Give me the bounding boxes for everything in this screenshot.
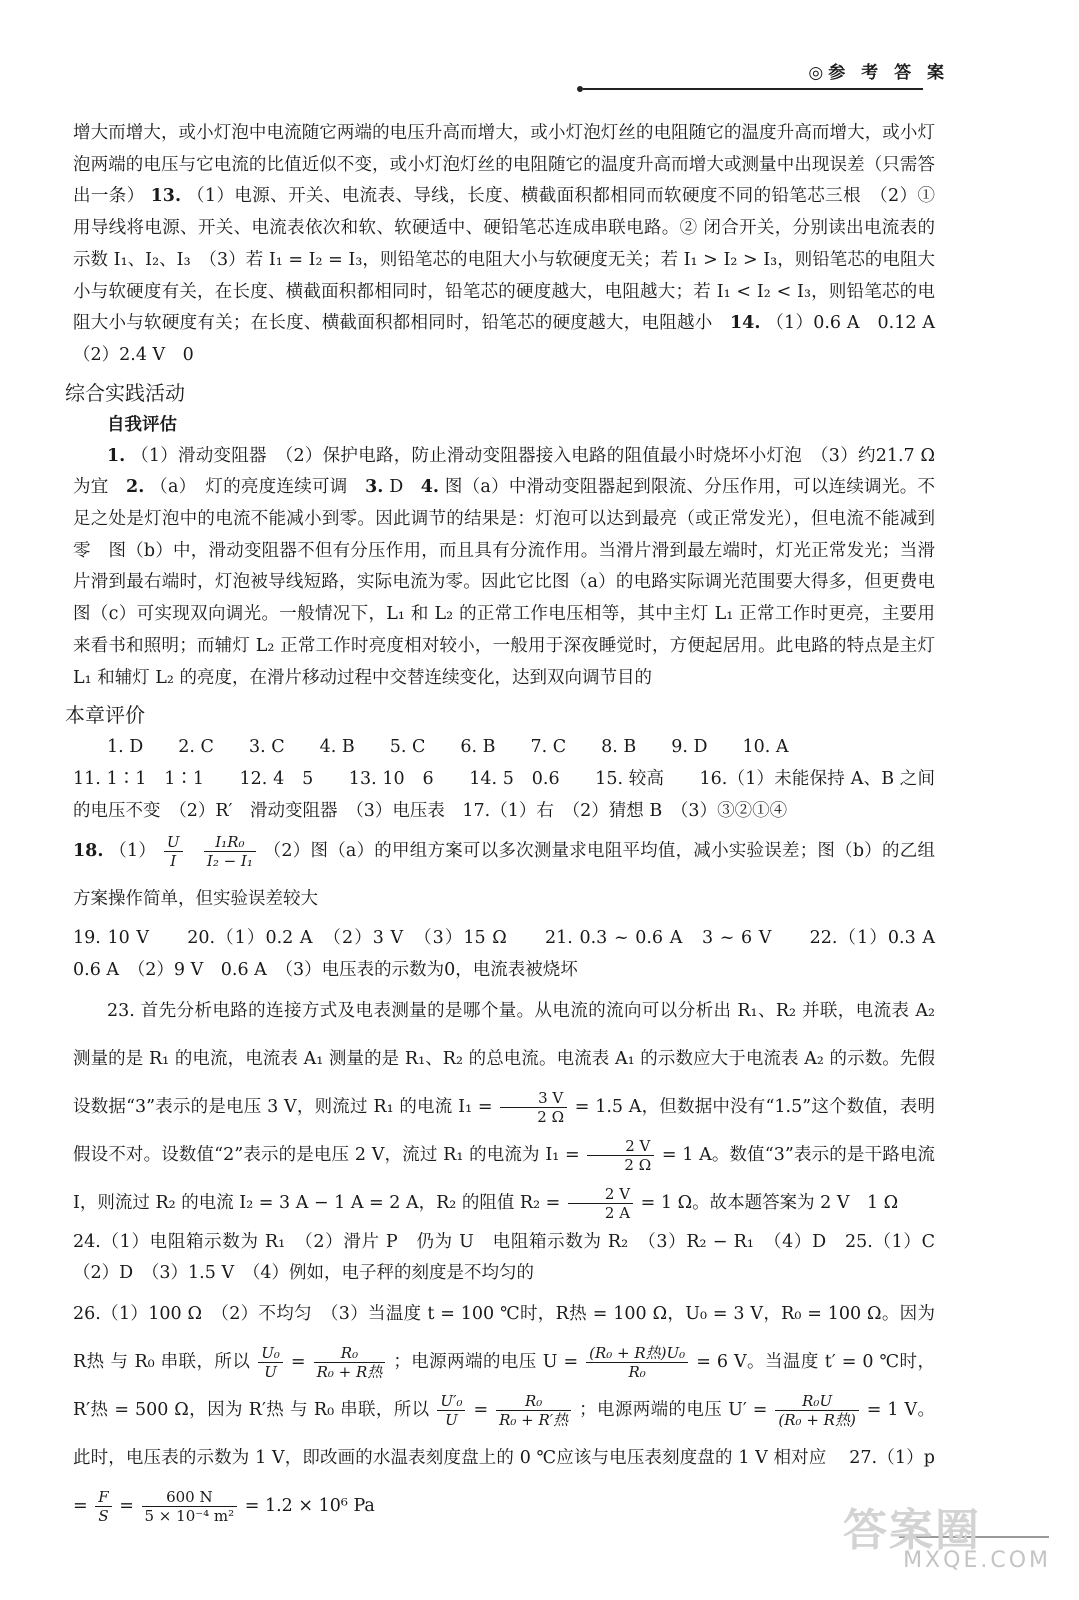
- mc-answers: 1. D 2. C 3. C 4. B 5. C 6. B 7. C 8. B 9. D 10. A: [107, 737, 789, 758]
- p-q3-answer: D: [389, 477, 404, 498]
- q24-25-answers: 24.（1）电阻箱示数为 R₁ （2）滑片 P 仍为 U 电阻箱示数为 R₂ （3）R₂ − R₁ （4）D 25.（1）C （2）D （3）1.5 V （4）例如，电子秤的刻度是不均匀的: [73, 1231, 953, 1284]
- frac-denominator: S: [98, 1507, 109, 1526]
- q23-answer: [73, 987, 935, 1227]
- q27-text-a: 27.（1）p =: [73, 1448, 935, 1517]
- frac-numerator: U: [164, 833, 183, 852]
- q23-fraction-1: [500, 1089, 567, 1126]
- q13-answer: （1）电源、开关、电流表、导线，长度、横截面积都相同而软硬度不同的铅笔芯三根 （2）① 用导线将电源、开关、电流表依次和软、软硬适中、硬铅笔芯连成串联电路。② 闭合开关，分别读出电流表的示数 I₁、I₂、I₃ （3）若 I₁ = I₂ = I₃，则铅笔芯的电阻大小与软硬度无关；若 I₁ > I₂ > I₃，则铅笔芯的电阻大小与软硬度有关，在长度、横截面积都相同时，铅笔芯的硬度越大，电阻越大；若 I₁ < I₂ < I₃，则铅笔芯的电阻大小与软硬度有关；在长度、横截面积都相同时，铅笔芯的硬度越大，电阻越小: [73, 186, 935, 334]
- p-q4-number: 4.: [420, 477, 439, 498]
- frac-numerator: R₀U: [775, 1392, 858, 1411]
- q26-text-e: =: [473, 1400, 489, 1421]
- p-q2-answer: （a） 灯的亮度连续可调: [150, 477, 348, 498]
- watermark-url: MXQE.COM: [903, 1548, 1051, 1573]
- frac-numerator: R₀: [496, 1392, 571, 1411]
- frac-numerator: F: [95, 1488, 111, 1507]
- q13-number: 13.: [150, 186, 182, 207]
- section-subtitle-self-eval: 自我评估: [107, 414, 177, 435]
- q23-text-c: = 1 A。数值“3”表示的是干路电流 I，则流过 R₂ 的电流 I₂ = 3 A − 1 A = 2 A，R₂ 的阻值 R₂ =: [73, 1144, 935, 1213]
- frac-denominator: R₀ + R热: [316, 1363, 383, 1382]
- q18-fraction-u-over-i: [164, 833, 183, 870]
- q23-text-d: = 1 Ω。故本题答案为 2 V 1 Ω: [640, 1192, 899, 1213]
- q14-answer: （1）0.6 A 0.12 A （2）2.4 V 0: [73, 313, 953, 365]
- q23-text-b: = 1.5 A，但数据中没有“1.5”这个数值，表明假设不对。设数值“2”表示的是电压 2 V，流过 R₁ 的电流为 I₁ =: [73, 1096, 935, 1165]
- q14-number: 14.: [730, 313, 761, 334]
- frac-denominator: R₀: [628, 1363, 646, 1382]
- q26-fraction-5: [496, 1392, 571, 1429]
- q26-fraction-3: [586, 1344, 688, 1381]
- frac-denominator: R₀ + R′热: [499, 1411, 569, 1430]
- q26-text-f: ；电源两端的电压 U′ =: [579, 1400, 768, 1421]
- page-header: ◎参 考 答 案: [808, 63, 949, 83]
- q18-part1-label: （1）: [109, 841, 157, 862]
- answer-content: [65, 118, 953, 1530]
- q11-17-answers: 11. 1∶1 1∶1 12. 4 5 13. 10 6 14. 5 0.6 15. 较高 16.（1）未能保持 A、B 之间的电压不变 （2）R′ 滑动变阻器 （3）电压表 17.（1）右 （2）猜想 B （3）③②①④: [73, 768, 935, 821]
- p-q2-number: 2.: [126, 477, 145, 498]
- frac-numerator: (R₀ + R热)U₀: [586, 1344, 688, 1363]
- frac-denominator: 2 Ω: [537, 1107, 565, 1126]
- frac-denominator: I₂ − I₁: [206, 852, 253, 871]
- frac-numerator: U₀: [258, 1344, 283, 1363]
- p-q1-answer: （1）滑动变阻器 （2）保护电路，防止滑动变阻器接入电路的阻值最小时烧坏小灯泡 （3）约21.7 Ω 为宜: [73, 445, 935, 498]
- q26-fraction-6: [775, 1392, 858, 1429]
- q23-fraction-3: [568, 1185, 633, 1222]
- q18-number: 18.: [73, 841, 104, 862]
- p-q1-number: 1.: [107, 445, 126, 466]
- watermark-logo: [843, 1505, 1051, 1578]
- q26-fraction-4: [437, 1392, 465, 1429]
- q26-fraction-1: [258, 1344, 283, 1381]
- section-title-practice: 综合实践活动: [65, 380, 185, 405]
- frac-denominator: U: [264, 1363, 277, 1382]
- q18-answer: [73, 827, 935, 923]
- frac-numerator: I₁R₀: [204, 833, 256, 852]
- frac-denominator: 5 × 10⁻⁴ m²: [144, 1507, 235, 1526]
- frac-numerator: 2 V: [568, 1185, 633, 1204]
- frac-denominator: 2 Ω: [624, 1155, 652, 1174]
- q27-fraction-1: [95, 1488, 111, 1525]
- practice-paragraph: [73, 441, 953, 695]
- frac-numerator: R₀: [314, 1344, 386, 1363]
- intro-paragraph: [73, 118, 953, 372]
- frac-numerator: 600 N: [142, 1488, 238, 1507]
- header-rule: [583, 88, 923, 90]
- frac-numerator: 3 V: [500, 1089, 567, 1108]
- p-q3-number: 3.: [365, 477, 384, 498]
- q18-part2: （2）图（a）的甲组方案可以多次测量求电阻平均值，减小实验误差；图（b）的乙组方案操作简单，但实验误差较大: [73, 841, 935, 910]
- intro-line: 增大而增大，或小灯泡中电流随它两端的电压升高而增大，或小灯泡灯丝的电阻随它的温度升高而增大，或小灯泡两端的电压与它电流的比值近似不变，或小灯泡灯丝的电阻随它的温度升高而增大或测量中出现误差（只需答出一条）: [73, 123, 935, 207]
- q26-text-a: 26.（1）100 Ω （2）不均匀 （3）当温度 t = 100 ℃时，R热 = 100 Ω，U₀ = 3 V，R₀ = 100 Ω。因为 R热 与 R₀ 串联，所以: [73, 1304, 935, 1373]
- q27-text-c: = 1.2 × 10⁶ Pa: [244, 1496, 375, 1517]
- q26-text-d: = 6 V。当温度 t′ = 0 ℃时，R′热 = 500 Ω，因为 R′热 与 R₀ 串联，所以: [73, 1352, 935, 1421]
- frac-denominator: I: [170, 852, 177, 871]
- q26-fraction-2: [314, 1344, 386, 1381]
- q19-22-answers: 19. 10 V 20.（1）0.2 A （2）3 V （3）15 Ω 21. 0.3 ~ 0.6 A 3 ~ 6 V 22.（1）0.3 A 0.6 A （2）9 V 0.6 A （3）电压表的示数为0，电流表被烧坏: [73, 928, 953, 981]
- p-q4-answer: 图（a）中滑动变阻器起到限流、分压作用，可以连续调光。不足之处是灯泡中的电流不能减小到零。因此调节的结果是：灯泡可以达到最亮（或正常发光），但电流不能减到零 图（b）中，滑动变阻器不但有分压作用，而且具有分流作用。当滑片滑到最左端时，灯光正常发光；当滑片滑到最右端时，灯泡被导线短路，实际电流为零。因此它比图（a）的电路实际调光范围要大得多，但更费电 图（c）可实现双向调光。一般情况下，L₁ 和 L₂ 的正常工作电压相等，其中主灯 L₁ 正常工作时更亮，主要用来看书和照明；而辅灯 L₂ 正常工作时亮度相对较小，一般用于深夜睡觉时，方便起居用。此电路的特点是主灯 L₁ 和辅灯 L₂ 的亮度，在滑片移动过程中交替连续变化，达到双向调节目的: [73, 477, 953, 688]
- q18-fraction-i1r0: [204, 833, 256, 870]
- q26-text-g: = 1 V。此时，电压表的示数为 1 V，即改画的水温表刻度盘上的 0 ℃应该与电压表刻度盘的 1 V 相对应: [73, 1400, 935, 1469]
- q27-fraction-2: [142, 1488, 238, 1525]
- section-title-chapter-eval: 本章评价: [65, 703, 145, 728]
- frac-denominator: 2 A: [604, 1203, 631, 1222]
- q26-text-c: ；电源两端的电压 U =: [393, 1352, 579, 1373]
- q23-fraction-2: [587, 1137, 654, 1174]
- frac-denominator: U: [445, 1411, 458, 1430]
- frac-numerator: U′₀: [437, 1392, 465, 1411]
- frac-numerator: 2 V: [587, 1137, 654, 1156]
- q27-text-b: =: [119, 1496, 134, 1517]
- q23-text-a: 23. 首先分析电路的连接方式及电表测量的是哪个量。从电流的流向可以分析出 R₁、R₂ 并联，电流表 A₂ 测量的是 R₁ 的电流，电流表 A₁ 测量的是 R₁、R₂ 的总电流。电流表 A₁ 的示数应大于电流表 A₂ 的示数。先假设数据“3”表示的是电压 3 V，则流过 R₁ 的电流 I₁ =: [73, 1000, 935, 1117]
- watermark-text: 答案圈: [843, 1505, 981, 1556]
- q26-text-b: =: [290, 1352, 306, 1373]
- q26-answer: [73, 1290, 935, 1530]
- frac-denominator: (R₀ + R热): [778, 1411, 856, 1430]
